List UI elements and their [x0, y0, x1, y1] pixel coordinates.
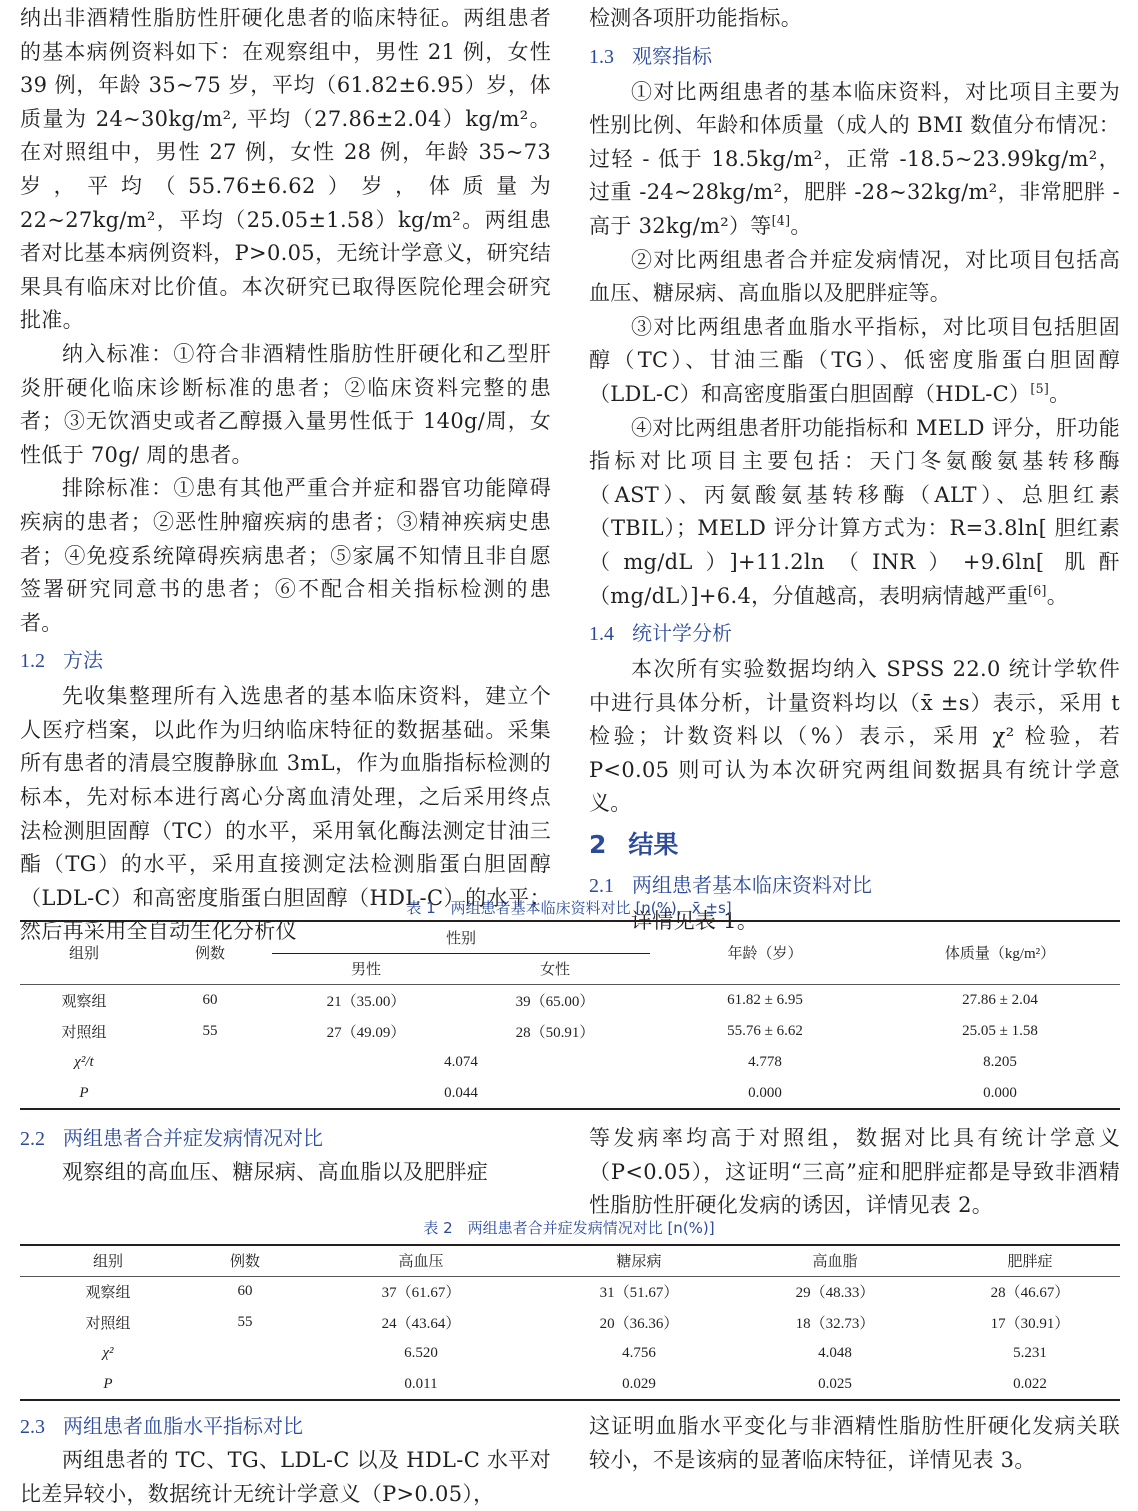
- paragraph-exclusion-criteria: 排除标准：①患有其他严重合并症和器官功能障碍疾病的患者；②恶性肿瘤疾病的患者；③精神疾病史患者；④免疫系统障碍疾病患者；⑤家属不知情且非自愿签署研究同意书的患者；⑥不配合相关指标检测的患者。: [20, 476, 551, 635]
- indicator-4-text: ④对比两组患者肝功能指标和 MELD 评分，肝功能指标对比项目主要包括：天门冬氨酸氨基转移酶（AST）、丙氨酸氨基转移酶（ALT）、总胆红素（TBIL）；MELD 评分计算方式为：R=3.8ln[ 胆红素（mg/dL）]+11.2ln（INR）+9.6ln[ 肌酐（mg/dL）]+6.4，分值越高，表明病情越严重: [589, 415, 1120, 608]
- cell-p-label: P: [79, 1084, 89, 1101]
- cell: 29（48.33）: [795, 1285, 875, 1302]
- section-2-3-left: [20, 1410, 551, 1511]
- cell-age: 55.76 ± 6.62: [727, 1023, 803, 1039]
- header-age: 年龄（岁）: [650, 921, 880, 984]
- paragraph-lipid-right: 这证明血脂水平变化与非酒精性脂肪性肝硬化发病关联较小，不是该病的显著临床特征，详情见表 3。: [589, 1414, 1120, 1472]
- cell-female: 39（65.00）: [515, 993, 595, 1010]
- paragraph-methods: 先收集整理所有入选患者的基本临床资料，建立个人医疗档案，以此作为归纳临床特征的数据基础。采集所有患者的清晨空腹静脉血 3mL，作为血脂指标检测的标本，先对标本进行离心分离血清处理，之后采用终点法检测胆固醇（TC）的水平，采用氧化酶法测定甘油三酯（TG）的水平，采用直接测定法检测脂蛋白胆固醇（LDL-C）和高密度脂蛋白胆固醇（HDL-C）的水平；然后再采用全自动生化分析仪: [20, 684, 551, 944]
- cell-count: 55: [202, 1023, 218, 1039]
- heading-title: 结果: [628, 830, 679, 860]
- header-diabetes: 糖尿病: [616, 1254, 662, 1271]
- heading-2-2: [20, 1122, 551, 1156]
- table-row-p: [20, 1369, 1120, 1400]
- header-hyperlipidemia: 高血脂: [812, 1254, 858, 1271]
- cell-group: 对照组: [61, 1025, 107, 1041]
- header-count: 例数: [229, 1254, 260, 1271]
- citation-6[interactable]: [6]: [1028, 582, 1047, 598]
- paragraph-inclusion-criteria: 纳入标准：①符合非酒精性脂肪性肝硬化和乙型肝炎肝硬化临床诊断标准的患者；②临床资料完整的患者；③无饮酒史或者乙醇摄入量男性低于 140g/周，女性低于 70g/ 周的患者。: [20, 341, 551, 467]
- cell-stat-bmi: 8.205: [983, 1054, 1017, 1070]
- cell: 0.022: [1013, 1375, 1047, 1392]
- heading-1-4: [589, 617, 1120, 651]
- period: 。: [1046, 583, 1069, 608]
- heading-title: 两组患者合并症发病情况对比: [63, 1126, 323, 1150]
- cell-bmi: 25.05 ± 1.58: [962, 1023, 1038, 1039]
- cell-count: 60: [202, 991, 218, 1008]
- heading-number: 1.3: [589, 45, 614, 68]
- cell-bmi: 27.86 ± 2.04: [962, 991, 1038, 1008]
- cell-stat-sex: 4.074: [444, 1054, 478, 1070]
- cell: 4.756: [622, 1345, 656, 1361]
- header-count: 例数: [148, 921, 272, 984]
- header-bmi: 体质量（kg/m²）: [880, 921, 1120, 984]
- table-row-p: [20, 1078, 1120, 1109]
- heading-number: 2: [589, 830, 607, 860]
- indicator-3-text: ③对比两组患者血脂水平指标，对比项目包括胆固醇（TC）、甘油三酯（TG）、低密度脂蛋白胆固醇（LDL-C）和高密度脂蛋白胆固醇（HDL-C）: [589, 314, 1120, 406]
- cell: 0.011: [404, 1375, 438, 1392]
- paragraph-indicator-3: [589, 311, 1120, 412]
- table-row-statistic: [20, 1047, 1120, 1078]
- cell: 24（43.64）: [381, 1316, 461, 1332]
- table-row: [20, 1307, 1120, 1338]
- heading-title: 统计学分析: [632, 621, 732, 646]
- paragraph-indicator-2: ②对比两组患者合并症发病情况，对比项目包括高血压、糖尿病、高血脂以及肥胖症等。: [589, 247, 1120, 306]
- header-female: 女性: [460, 953, 650, 984]
- indicator-1-text: ①对比两组患者的基本临床资料，对比项目主要为性别比例、年龄和体质量（成人的 BMI 数值分布情况：过轻 - 低于 18.5kg/m²，正常 -18.5~23.99kg/m²，过重 -24~28kg/m²，肥胖 -28~32kg/m²，非常肥胖 - 高于 32kg/m²）等: [589, 79, 1120, 238]
- cell-stat-label: χ²/t: [74, 1054, 94, 1070]
- table-row: [20, 1016, 1120, 1047]
- cell: [196, 1338, 294, 1369]
- paragraph-baseline-data: 纳出非酒精性脂肪性肝硬化患者的临床特征。两组患者的基本病例资料如下：在观察组中，男性 21 例，女性 39 例，年龄 35~75 岁，平均（61.82±6.95）岁，体质量为 24~30kg/m², 平均（27.86±2.04）kg/m²。在对照组中，男性 27 例，女性 28 例，年龄 35~73 岁，平均（55.76±6.62）岁，体质量为 22~27kg/m²，平均（25.05±1.58）kg/m²。两组患者对比基本病例资料，P>0.05，无统计学意义，研究结果具有临床对比价值。本次研究已取得医院伦理会研究批准。: [20, 6, 551, 333]
- cell: 20（36.36）: [599, 1316, 679, 1332]
- cell-age: 61.82 ± 6.95: [727, 991, 803, 1008]
- heading-title: 观察指标: [632, 43, 712, 68]
- header-group: 组别: [92, 1254, 123, 1271]
- heading-number: 2.1: [589, 875, 614, 898]
- heading-2-3: [20, 1410, 551, 1444]
- heading-number: 1.4: [589, 623, 614, 646]
- section-2-2-right: [589, 1122, 1120, 1223]
- cell: 6.520: [404, 1345, 438, 1361]
- cell: 4.048: [818, 1345, 852, 1361]
- cell: 0.025: [818, 1375, 852, 1392]
- table-row-statistic: [20, 1338, 1120, 1369]
- header-male: 男性: [272, 953, 460, 984]
- citation-4[interactable]: [4]: [771, 212, 791, 228]
- cell-stat-label: χ²: [102, 1345, 114, 1361]
- table-2-caption: 表 2 两组患者合并症发病情况对比 [n(%)]: [423, 1219, 715, 1237]
- citation-5[interactable]: [5]: [1030, 380, 1050, 396]
- table-row: [20, 1276, 1120, 1307]
- heading-1-2: [20, 644, 551, 678]
- section-2-3-right: [589, 1410, 1120, 1477]
- paragraph-lipid-left: 两组患者的 TC、TG、LDL-C 以及 HDL-C 水平对比差异较小，数据统计无统计学意义（P>0.05），: [20, 1448, 551, 1506]
- paragraph-indicator-1: [589, 76, 1120, 244]
- left-column: [20, 2, 551, 949]
- cell-empty: [148, 1047, 272, 1078]
- cell: 31（51.67）: [599, 1285, 679, 1302]
- section-2-2-left: [20, 1122, 551, 1190]
- paragraph-liver-tests: 检测各项肝功能指标。: [589, 6, 802, 30]
- cell: 18（32.73）: [795, 1316, 875, 1332]
- cell-p-sex: 0.044: [444, 1084, 478, 1101]
- table-1-caption: 表 1 两组患者基本临床资料对比 [n(%)，x̄ ±s]: [406, 899, 732, 917]
- cell: 60: [237, 1283, 253, 1300]
- right-column: [589, 2, 1120, 939]
- cell: 观察组: [85, 1285, 131, 1302]
- cell-male: 27（49.09）: [326, 1025, 406, 1041]
- cell: 55: [237, 1314, 253, 1330]
- cell: 对照组: [85, 1316, 131, 1332]
- cell: 17（30.91）: [990, 1316, 1070, 1332]
- cell-male: 21（35.00）: [326, 993, 406, 1010]
- period: 。: [790, 213, 812, 238]
- cell-empty: [148, 1078, 272, 1109]
- cell: 0.029: [622, 1375, 656, 1392]
- cell: 28（46.67）: [990, 1285, 1070, 1302]
- header-obesity: 肥胖症: [1007, 1254, 1053, 1271]
- header-group: 组别: [20, 921, 148, 984]
- table-header-row: [20, 1245, 1120, 1276]
- cell-group: 观察组: [61, 993, 107, 1010]
- cell: 5.231: [1013, 1345, 1047, 1361]
- heading-2-results: [589, 825, 1120, 865]
- period: 。: [1049, 381, 1071, 406]
- heading-1-3: [589, 40, 1120, 74]
- table-1: [20, 920, 1120, 1110]
- heading-number: 2.3: [20, 1416, 45, 1438]
- cell-p-bmi: 0.000: [983, 1084, 1017, 1101]
- paragraph-comorbidity-right: 等发病率均高于对照组，数据对比具有统计学意义（P<0.05），这证明“三高”症和肥胖症都是导致非酒精性脂肪性肝硬化发病的诱因，详情见表 2。: [589, 1126, 1120, 1218]
- heading-title: 方法: [63, 648, 103, 673]
- paragraph-see-table-1: 详情见表 1。: [631, 909, 759, 934]
- cell: [196, 1369, 294, 1400]
- cell: 37（61.67）: [381, 1285, 461, 1302]
- cell-p-label: P: [103, 1375, 113, 1392]
- heading-number: 2.2: [20, 1128, 45, 1150]
- paragraph-indicator-4: [589, 412, 1120, 614]
- header-sex: 性别: [272, 921, 650, 953]
- heading-number: 1.2: [20, 650, 45, 673]
- paragraph-comorbidity-left: 观察组的高血压、糖尿病、高血脂以及肥胖症: [62, 1160, 488, 1184]
- table-2: [20, 1244, 1120, 1401]
- cell-p-age: 0.000: [748, 1084, 782, 1101]
- header-hypertension: 高血压: [398, 1254, 444, 1271]
- paragraph-statistics: 本次所有实验数据均纳入 SPSS 22.0 统计学软件中进行具体分析，计量资料均以（x̄ ±s）表示，采用 t 检验；计数资料以（%）表示，采用 χ² 检验，若 P<0.05 则可认为本次研究两组间数据具有统计学意义。: [589, 657, 1120, 816]
- cell-stat-age: 4.778: [748, 1054, 782, 1070]
- cell-female: 28（50.91）: [515, 1025, 595, 1041]
- heading-title: 两组患者血脂水平指标对比: [63, 1414, 303, 1438]
- table-row: [20, 984, 1120, 1016]
- heading-title: 两组患者基本临床资料对比: [632, 873, 872, 898]
